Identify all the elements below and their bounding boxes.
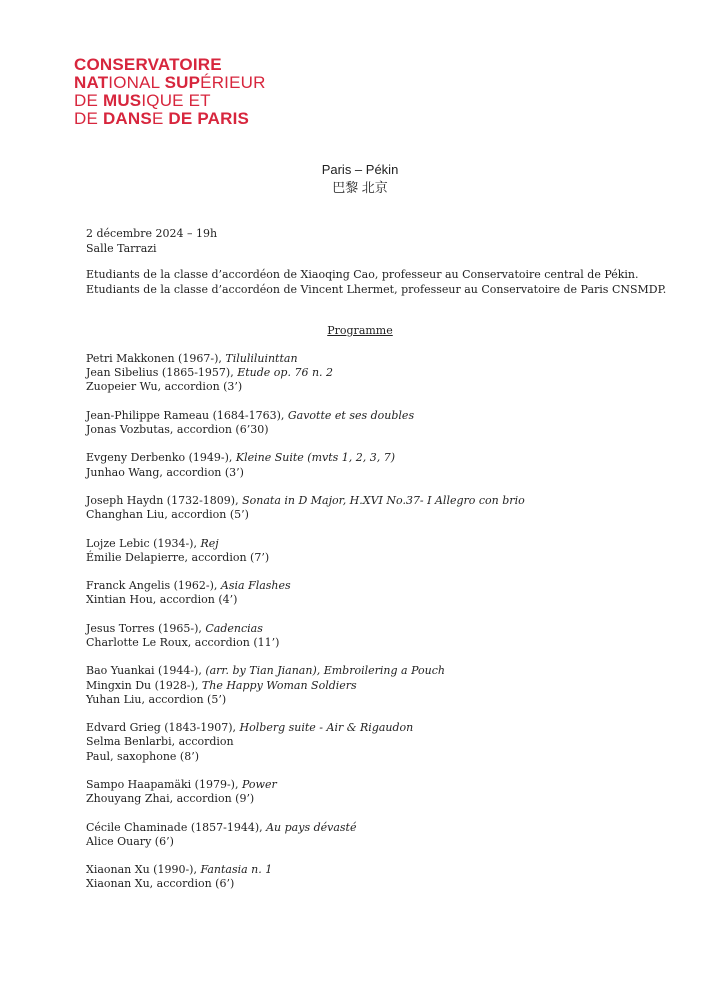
programme-line	[86, 537, 686, 551]
composer-or-performer: Mingxin Du (1928-),	[86, 678, 202, 692]
title-chinese: 巴黎 北京	[332, 180, 388, 195]
programme-line	[86, 409, 686, 423]
concert-title	[0, 161, 720, 197]
programme-line	[86, 863, 686, 877]
programme-line	[86, 877, 686, 891]
programme-item	[86, 821, 686, 849]
programme-line	[86, 664, 686, 678]
work-title: Au pays dévasté	[266, 820, 357, 834]
composer-or-performer: Zhouyang Zhai, accordion (9’)	[86, 792, 255, 806]
work-title: Holberg suite - Air & Rigaudon	[239, 721, 414, 735]
work-title: Cadencias	[205, 621, 263, 635]
work-title: Asia Flashes	[220, 579, 291, 593]
programme-item	[86, 721, 686, 764]
programme-line	[86, 792, 686, 806]
programme-line	[86, 494, 686, 508]
students-line: Etudiants de la classe d’accordéon de Vincent Lhermet, professeur au Conservatoire de Paris CNSMDP.	[86, 283, 667, 296]
logo-text: SUP	[164, 73, 201, 92]
composer-or-performer: Jesus Torres (1965-),	[86, 621, 206, 635]
programme-line	[86, 579, 686, 593]
programme-line	[86, 636, 686, 650]
composer-or-performer: Zuopeier Wu, accordion (3’)	[86, 380, 243, 394]
programme-line	[86, 693, 686, 707]
work-title: Rej	[200, 536, 219, 550]
work-title: Fantasia n. 1	[200, 863, 273, 877]
programme-line	[86, 593, 686, 607]
programme-line	[86, 721, 686, 735]
composer-or-performer: Jean-Philippe Rameau (1684-1763),	[86, 408, 288, 422]
logo-text: NAT	[74, 73, 109, 92]
programme-line	[86, 551, 686, 565]
conservatoire-logo	[74, 56, 266, 128]
composer-or-performer: Jean Sibelius (1865-1957),	[86, 366, 238, 380]
programme-list	[86, 352, 686, 906]
programme-line	[86, 508, 686, 522]
composer-or-performer: Paul, saxophone (8’)	[86, 749, 200, 763]
work-title: Gavotte et ses doubles	[287, 408, 415, 422]
programme-line	[86, 451, 686, 465]
work-title: Kleine Suite (mvts 1, 2, 3, 7)	[235, 451, 396, 465]
work-title: Etude op. 76 n. 2	[237, 366, 334, 380]
composer-or-performer: Jonas Vozbutas, accordion (6’30)	[86, 423, 269, 436]
programme-line	[86, 622, 686, 636]
logo-line-3	[74, 92, 266, 110]
logo-text: IQUE ET	[141, 91, 211, 110]
composer-or-performer: Xintian Hou, accordion (4’)	[86, 593, 238, 607]
composer-or-performer: Selma Benlarbi, accordion	[86, 735, 234, 749]
composer-or-performer: Sampo Haapamäki (1979-),	[86, 777, 242, 791]
logo-text: DE	[74, 91, 103, 110]
composer-or-performer: Émilie Delapierre, accordion (7’)	[86, 550, 270, 564]
work-title: The Happy Woman Soldiers	[201, 678, 357, 692]
event-venue: Salle Tarrazi	[86, 242, 157, 255]
composer-or-performer: Franck Angelis (1962-),	[86, 579, 221, 593]
logo-text: DE PARIS	[168, 109, 250, 128]
composer-or-performer: Petri Makkonen (1967-),	[86, 352, 226, 365]
programme-line	[86, 679, 686, 693]
composer-or-performer: Lojze Lebic (1934-),	[86, 536, 201, 550]
composer-or-performer: Junhao Wang, accordion (3’)	[86, 465, 244, 479]
composer-or-performer: Cécile Chaminade (1857-1944),	[86, 820, 267, 834]
composer-or-performer: Edvard Grieg (1843-1907),	[86, 721, 240, 735]
logo-text: CONSERVATOIRE	[74, 55, 222, 74]
programme-line	[86, 380, 686, 394]
logo-line-2	[74, 74, 266, 92]
programme-heading: Programme	[327, 324, 393, 337]
programme-item	[86, 664, 686, 707]
programme-item	[86, 352, 686, 395]
programme-line	[86, 352, 686, 366]
logo-line-4	[74, 110, 266, 128]
work-title: Sonata in D Major, H.XVI No.37- I Allegro con brio	[242, 493, 525, 507]
work-title: (arr. by Tian Jianan), Embroilering a Pouch	[205, 664, 446, 678]
programme-item	[86, 863, 686, 891]
event-date: 2 décembre 2024 – 19h	[86, 227, 218, 240]
programme-line	[86, 466, 686, 480]
composer-or-performer: Yuhan Liu, accordion (5’)	[86, 692, 227, 706]
composer-or-performer: Xiaonan Xu (1990-),	[86, 863, 201, 877]
work-title: Power	[241, 777, 277, 791]
composer-or-performer: Evgeny Derbenko (1949-),	[86, 451, 236, 465]
programme-item	[86, 622, 686, 650]
logo-line-1	[74, 56, 266, 74]
programme-item	[86, 579, 686, 607]
programme-item	[86, 537, 686, 565]
students-description	[86, 267, 666, 297]
composer-or-performer: Changhan Liu, accordion (5’)	[86, 508, 249, 522]
logo-text: E	[151, 109, 169, 128]
programme-line	[86, 778, 686, 792]
logo-text: MUS	[102, 91, 142, 110]
composer-or-performer: Xiaonan Xu, accordion (6’)	[86, 877, 235, 891]
logo-text: ÉRIEUR	[200, 73, 266, 92]
title-french: Paris – Pékin	[321, 162, 399, 177]
programme-item	[86, 451, 686, 479]
programme-item	[86, 409, 686, 437]
programme-item	[86, 778, 686, 806]
logo-text: DE	[74, 109, 103, 128]
event-info	[86, 226, 686, 256]
programme-line	[86, 835, 686, 849]
programme-line	[86, 821, 686, 835]
programme-line	[86, 366, 686, 380]
logo-text: DANS	[102, 109, 152, 128]
composer-or-performer: Joseph Haydn (1732-1809),	[86, 493, 243, 507]
logo-text: IONAL	[108, 73, 165, 92]
programme-line	[86, 750, 686, 764]
work-title: Tiluliluinttan	[225, 352, 298, 365]
programme-line	[86, 423, 686, 437]
students-line: Etudiants de la classe d’accordéon de Xiaoqing Cao, professeur au Conservatoire central de Pékin.	[86, 268, 639, 281]
programme-item	[86, 494, 686, 522]
composer-or-performer: Charlotte Le Roux, accordion (11’)	[86, 635, 280, 649]
composer-or-performer: Alice Ouary (6’)	[86, 834, 174, 848]
programme-line	[86, 735, 686, 749]
composer-or-performer: Bao Yuankai (1944-),	[86, 664, 206, 678]
